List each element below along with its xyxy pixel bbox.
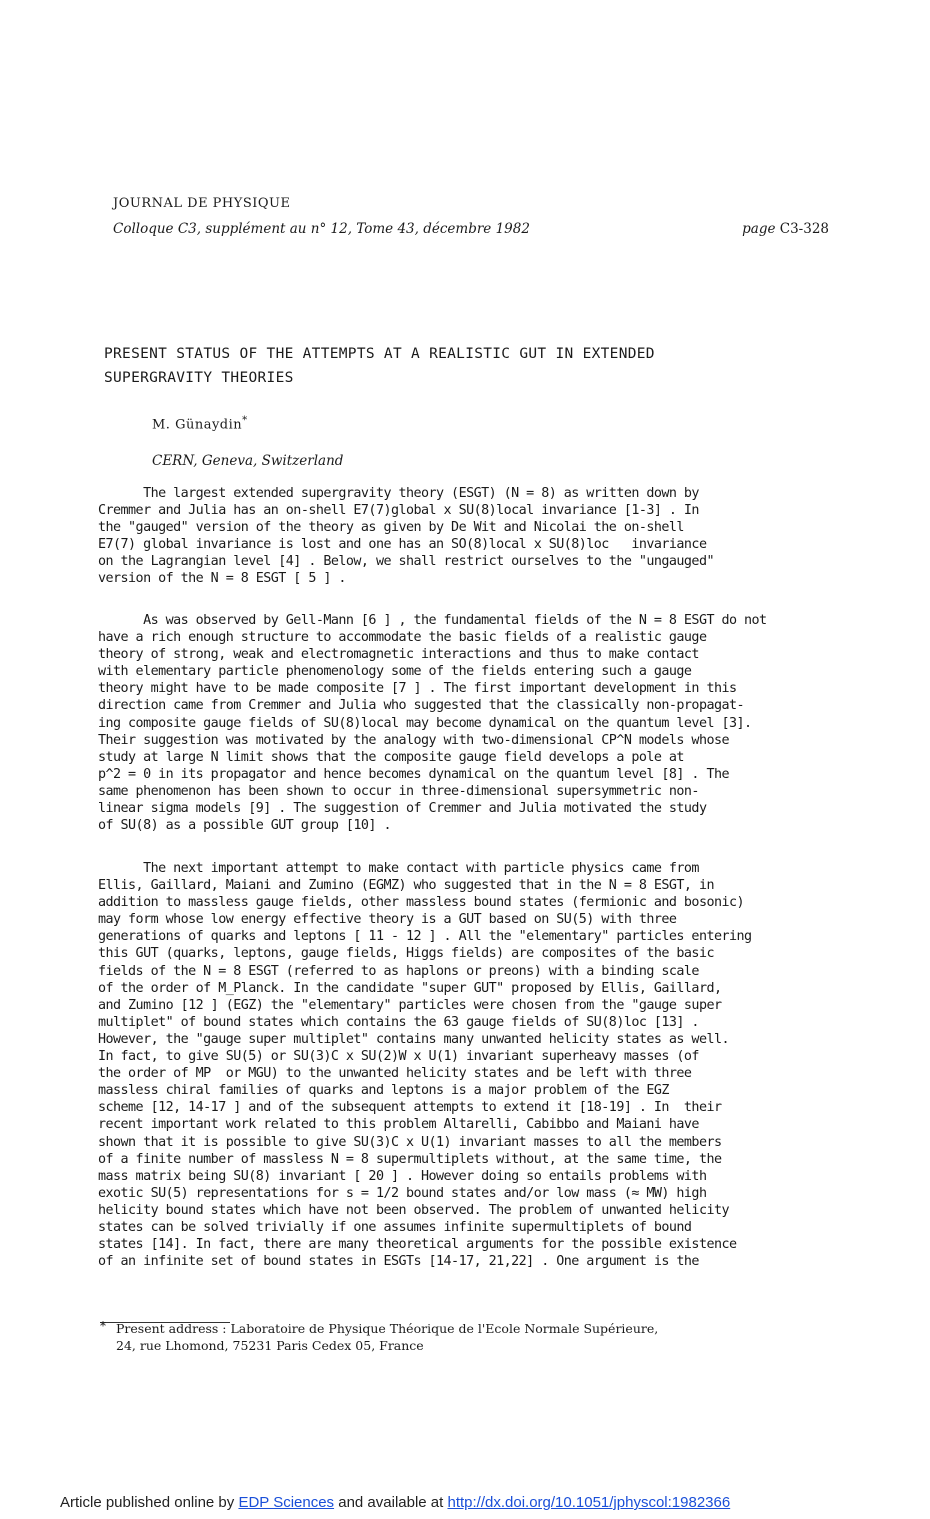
colloque-reference: Colloque C3, supplément au n° 12, Tome 43, décembre 1982	[113, 221, 530, 237]
title-line-2: SUPERGRAVITY THEORIES	[104, 370, 294, 386]
author-footnote-mark: *	[242, 415, 248, 426]
paragraph-1: The largest extended supergravity theory (ESGT) (N = 8) as written down by Cremmer and Julia has an on-shell E7(7)global x SU(8)local invariance [1-3] . In the "gauged" version of the theory as given by De Wit and Nicolai the on-shell E7(7) global invariance is lost and one has an SO(8)local x SU(8)loc invariance on the Lagrangian level [4] . Below, we shall restrict ourselves to the "ungauged" version of the N = 8 ESGT [ 5 ] .	[98, 486, 714, 587]
footnote-line-2: 24, rue Lhomond, 75231 Paris Cedex 05, France	[116, 1338, 424, 1353]
footnote-line-1: Present address : Laboratoire de Physique Théorique de l'Ecole Normale Supérieure,	[116, 1321, 659, 1336]
publication-credit	[60, 1494, 730, 1511]
footnote	[100, 1320, 840, 1354]
credit-prefix: Article published online by	[60, 1494, 239, 1511]
page-number: C3-328	[779, 221, 829, 237]
page-label: page	[742, 221, 776, 237]
journal-name: JOURNAL DE PHYSIQUE	[113, 196, 291, 211]
article-title	[104, 342, 804, 390]
issue-line	[113, 221, 829, 237]
footnote-mark: *	[100, 1319, 106, 1333]
page-reference	[742, 221, 829, 237]
title-line-1: PRESENT STATUS OF THE ATTEMPTS AT A REALISTIC GUT IN EXTENDED	[104, 346, 655, 362]
doi-link[interactable]: http://dx.doi.org/10.1051/jphyscol:1982366	[447, 1494, 731, 1511]
paragraph-2: As was observed by Gell-Mann [6 ] , the fundamental fields of the N = 8 ESGT do not have a rich enough structure to accommodate the basic fields of a realistic gauge theory of strong, weak and electromagnetic interactions and thus to make contact with elementary particle phenomenology some of the fields entering such a gauge theory might have to be made composite [7 ] . The first important development in this direction came from Cremmer and Julia who suggested that the classically non-propagat- ing composite gauge fields of SU(8)local may become dynamical on the quantum level [3]. Their suggestion was motivated by the analogy with two-dimensional CP^N models whose study at large N limit shows that the composite gauge field develops a pole at p^2 = 0 in its propagator and hence becomes dynamical on the quantum level [8] . The same phenomenon has been shown to occur in three-dimensional supersymmetric non- linear sigma models [9] . The suggestion of Cremmer and Julia motivated the study of SU(8) as a possible GUT group [10] .	[98, 613, 767, 834]
affiliation: CERN, Geneva, Switzerland	[152, 453, 344, 469]
publisher-link[interactable]: EDP Sciences	[238, 1494, 335, 1511]
author	[152, 415, 248, 432]
author-name: M. Günaydin	[152, 417, 243, 433]
paragraph-3: The next important attempt to make contact with particle physics came from Ellis, Gaillard, Maiani and Zumino (EGMZ) who suggested that in the N = 8 ESGT, in addition to massless gauge fields, other massless bound states (fermionic and bosonic) may form whose low energy effective theory is a GUT based on SU(5) with three generations of quarks and leptons [ 11 - 12 ] . All the "elementary" particles entering this GUT (quarks, leptons, gauge fields, Higgs fields) are composites of the basic fields of the N = 8 ESGT (referred to as haplons or preons) with a binding scale of the order of M_Planck. In the candidate "super GUT" proposed by Ellis, Gaillard, and Zumino [12 ] (EGZ) the "elementary" particles were chosen from the "gauge super multiplet" of bound states which contains the 63 gauge fields of SU(8)loc [13] . However, the "gauge super multiplet" contains many unwanted helicity states as well. In fact, to give SU(5) or SU(3)C x SU(2)W x U(1) invariant superheavy masses (of the order of MP or MGU) to the unwanted helicity states and be left with three massless chiral families of quarks and leptons is a major problem of the EGZ scheme [12, 14-17 ] and of the subsequent attempts to extend it [18-19] . In their recent important work related to this problem Altarelli, Cabibbo and Maiani have shown that it is possible to give SU(3)C x U(1) invariant masses to all the members of a finite number of massless N = 8 supermultiplets without, at the same time, the mass matrix being SU(8) invariant [ 20 ] . However doing so entails problems with exotic SU(5) representations for s = 1/2 bound states and/or low mass (≈ MW) high helicity bound states which have not been observed. The problem of unwanted helicity states can be solved trivially if one assumes infinite supermultiplets of bound states [14]. In fact, there are many theoretical arguments for the possible existence of an infinite set of bound states in ESGTs [14-17, 21,22] . One argument is the	[98, 861, 752, 1270]
credit-middle: and available at	[334, 1494, 448, 1511]
